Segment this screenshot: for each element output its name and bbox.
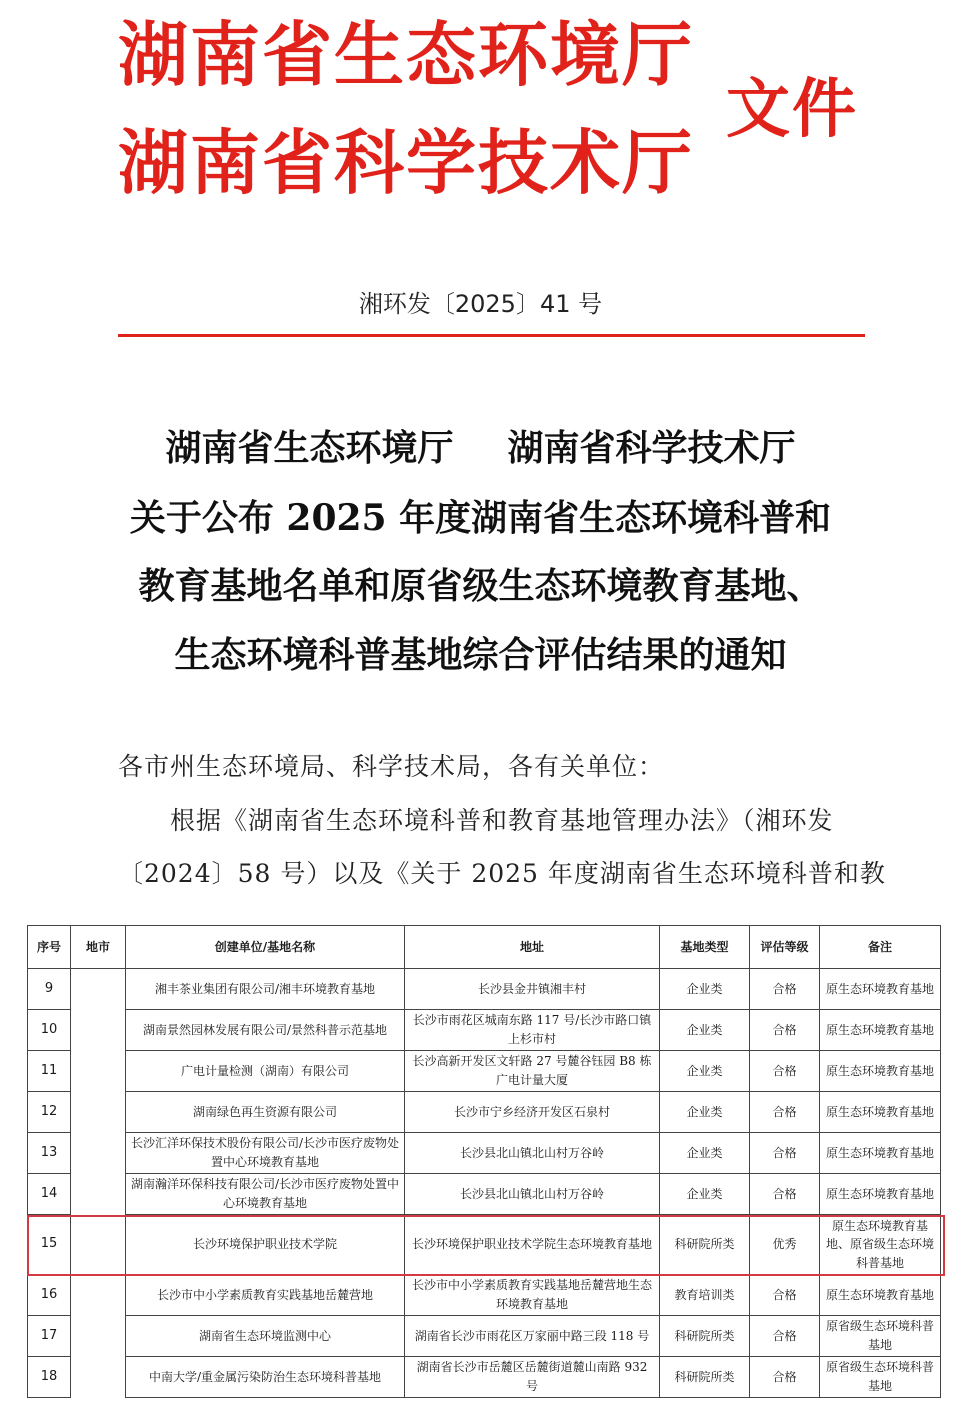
cell-type: 科研院所类 <box>660 1316 750 1357</box>
cell-grade: 合格 <box>750 1010 820 1051</box>
cell-type: 教育培训类 <box>660 1275 750 1316</box>
table-header-row <box>28 926 941 969</box>
base-list-table <box>27 925 941 1398</box>
cell-seq: 12 <box>28 1092 71 1133</box>
header-city: 地市 <box>71 926 126 969</box>
cell-remark: 原生态环境教育基地 <box>820 1275 941 1316</box>
cell-remark: 原省级生态环境科普基地 <box>820 1316 941 1357</box>
cell-unit: 湖南景然园林发展有限公司/景然科普示范基地 <box>126 1010 405 1051</box>
cell-grade: 合格 <box>750 1316 820 1357</box>
cell-remark: 原生态环境教育基地 <box>820 1051 941 1092</box>
salutation: 各市州生态环境局、科学技术局，各有关单位： <box>118 752 665 781</box>
cell-remark: 原生态环境教育基地 <box>820 1092 941 1133</box>
cell-type: 企业类 <box>660 1174 750 1215</box>
cell-grade: 合格 <box>750 1051 820 1092</box>
cell-city <box>71 1010 126 1051</box>
cell-city <box>71 1051 126 1092</box>
table-row <box>28 1316 941 1357</box>
cell-type: 企业类 <box>660 1051 750 1092</box>
table-row <box>28 1010 941 1051</box>
cell-seq: 14 <box>28 1174 71 1215</box>
issuer-title-science: 湖南省科学技术厅 <box>118 122 694 204</box>
body-paragraph-line1: 根据《湖南省生态环境科普和教育基地管理办法》（湘环发 <box>170 806 834 835</box>
cell-unit: 湘丰茶业集团有限公司/湘丰环境教育基地 <box>126 969 405 1010</box>
header-type: 基地类型 <box>660 926 750 969</box>
cell-city <box>71 1316 126 1357</box>
cell-unit: 长沙市中小学素质教育实践基地岳麓营地 <box>126 1275 405 1316</box>
issuer-title-ecology: 湖南省生态环境厅 <box>118 14 694 96</box>
cell-unit: 湖南瀚洋环保科技有限公司/长沙市医疗废物处置中心环境教育基地 <box>126 1174 405 1215</box>
cell-grade: 合格 <box>750 1092 820 1133</box>
cell-remark: 原省级生态环境科普基地 <box>820 1357 941 1398</box>
cell-remark: 原生态环境教育基地 <box>820 969 941 1010</box>
cell-unit: 湖南绿色再生资源有限公司 <box>126 1092 405 1133</box>
cell-remark: 原生态环境教育基地 <box>820 1133 941 1174</box>
table-row <box>28 1133 941 1174</box>
body-paragraph-line2: 〔2024〕58 号）以及《关于 2025 年度湖南省生态环境科普和教 <box>118 859 886 888</box>
header-remark: 备注 <box>820 926 941 969</box>
cell-address: 长沙市雨花区城南东路 117 号/长沙市路口镇上杉市村 <box>405 1010 660 1051</box>
cell-address: 长沙市中小学素质教育实践基地岳麓营地生态环境教育基地 <box>405 1275 660 1316</box>
cell-city <box>71 1133 126 1174</box>
cell-type: 企业类 <box>660 1092 750 1133</box>
cell-grade: 合格 <box>750 1275 820 1316</box>
cell-city <box>71 1357 126 1398</box>
cell-remark: 原生态环境教育基地 <box>820 1010 941 1051</box>
header-seq: 序号 <box>28 926 71 969</box>
cell-unit: 湖南省生态环境监测中心 <box>126 1316 405 1357</box>
notice-title-line4: 生态环境科普基地综合评估结果的通知 <box>174 634 787 676</box>
notice-title-line3: 教育基地名单和原省级生态环境教育基地、 <box>138 565 823 607</box>
cell-city <box>71 1215 126 1275</box>
cell-type: 科研院所类 <box>660 1357 750 1398</box>
cell-address: 湖南省长沙市岳麓区岳麓街道麓山南路 932 号 <box>405 1357 660 1398</box>
cell-address: 长沙县北山镇北山村万谷岭 <box>405 1174 660 1215</box>
cell-address: 长沙县金井镇湘丰村 <box>405 969 660 1010</box>
cell-unit: 广电计量检测（湖南）有限公司 <box>126 1051 405 1092</box>
cell-seq: 11 <box>28 1051 71 1092</box>
cell-seq: 13 <box>28 1133 71 1174</box>
cell-grade: 合格 <box>750 1357 820 1398</box>
cell-unit: 长沙汇洋环保技术股份有限公司/长沙市医疗废物处置中心环境教育基地 <box>126 1133 405 1174</box>
cell-address: 湖南省长沙市雨花区万家丽中路三段 118 号 <box>405 1316 660 1357</box>
cell-seq: 18 <box>28 1357 71 1398</box>
table-row <box>28 1357 941 1398</box>
table-row <box>28 1051 941 1092</box>
header-address: 地址 <box>405 926 660 969</box>
cell-grade: 合格 <box>750 1174 820 1215</box>
cell-address: 长沙市宁乡经济开发区石泉村 <box>405 1092 660 1133</box>
document-number: 湘环发〔2025〕41 号 <box>358 290 603 318</box>
cell-type: 企业类 <box>660 969 750 1010</box>
cell-grade: 合格 <box>750 1133 820 1174</box>
cell-seq: 9 <box>28 969 71 1010</box>
cell-type: 企业类 <box>660 1133 750 1174</box>
cell-unit: 长沙环境保护职业技术学院 <box>126 1215 405 1275</box>
cell-seq: 17 <box>28 1316 71 1357</box>
cell-address: 长沙县北山镇北山村万谷岭 <box>405 1133 660 1174</box>
notice-issuer-science: 湖南省科学技术厅 <box>507 427 796 469</box>
cell-city <box>71 969 126 1010</box>
table-row <box>28 1174 941 1215</box>
cell-city <box>71 1174 126 1215</box>
red-divider <box>118 334 865 337</box>
cell-city <box>71 1275 126 1316</box>
table-row <box>28 1275 941 1316</box>
cell-remark: 原生态环境教育基地、原省级生态环境科普基地 <box>820 1215 941 1275</box>
cell-city <box>71 1092 126 1133</box>
cell-unit: 中南大学/重金属污染防治生态环境科普基地 <box>126 1357 405 1398</box>
cell-seq: 16 <box>28 1275 71 1316</box>
notice-title-line2: 关于公布 2025 年度湖南省生态环境科普和 <box>129 497 832 539</box>
notice-issuers <box>0 427 961 469</box>
cell-grade: 优秀 <box>750 1215 820 1275</box>
cell-type: 科研院所类 <box>660 1215 750 1275</box>
cell-grade: 合格 <box>750 969 820 1010</box>
cell-type: 企业类 <box>660 1010 750 1051</box>
cell-seq: 10 <box>28 1010 71 1051</box>
table-row-highlighted <box>28 1215 941 1275</box>
table-row <box>28 969 941 1010</box>
document-label: 文件 <box>726 73 858 147</box>
cell-address: 长沙高新开发区文轩路 27 号麓谷钰园 B8 栋广电计量大厦 <box>405 1051 660 1092</box>
header-unit: 创建单位/基地名称 <box>126 926 405 969</box>
header-grade: 评估等级 <box>750 926 820 969</box>
table-row <box>28 1092 941 1133</box>
cell-address: 长沙环境保护职业技术学院生态环境教育基地 <box>405 1215 660 1275</box>
cell-remark: 原生态环境教育基地 <box>820 1174 941 1215</box>
cell-seq: 15 <box>28 1215 71 1275</box>
notice-issuer-ecology: 湖南省生态环境厅 <box>165 427 454 469</box>
